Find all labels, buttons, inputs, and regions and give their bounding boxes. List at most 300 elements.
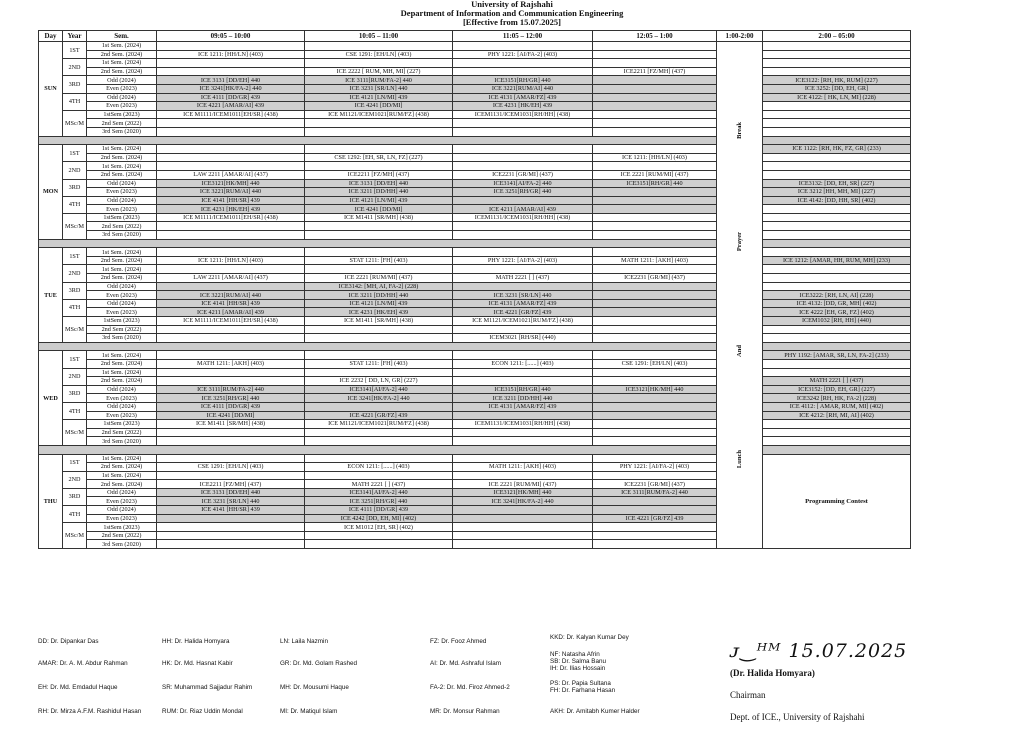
year-cell: 2ND: [63, 265, 87, 282]
signature-block: [730, 640, 1010, 750]
semester-cell: 1st Sem. (2024): [87, 454, 157, 463]
class-slot: [157, 59, 305, 68]
semester-cell: 1stSem (2023): [87, 317, 157, 326]
class-slot: [157, 437, 305, 446]
year-cell: 1ST: [63, 42, 87, 59]
table-row: [39, 213, 911, 222]
class-slot: [305, 265, 453, 274]
class-slot: ICE 1211: [HH/LN] (403): [593, 153, 717, 162]
lab-slot: [763, 110, 911, 119]
lab-slot: [763, 59, 911, 68]
class-slot: ECON 1211: [......] (403): [453, 359, 593, 368]
class-slot: ICE M1121/ICEM1021[RUM/FZ] (438): [305, 110, 453, 119]
class-slot: ICE 4231 [HK/EH] 439: [305, 308, 453, 317]
column-header: Year: [63, 31, 87, 42]
class-slot: ICE 4111 [DD/GR] 439: [157, 93, 305, 102]
lab-slot: [763, 127, 911, 136]
year-cell: 1ST: [63, 351, 87, 368]
legend-entry: PS: Dr. Papia Sultana: [550, 680, 611, 687]
lab-slot: [763, 282, 911, 291]
class-slot: ICE 3221[RUM/AI] 440: [157, 291, 305, 300]
class-slot: [593, 291, 717, 300]
class-slot: [453, 67, 593, 76]
class-slot: ICE 3131 [DD/EH] 440: [305, 179, 453, 188]
table-row: [39, 196, 911, 205]
class-slot: CSE 1291: [EH/LN] (403): [157, 463, 305, 472]
class-slot: [157, 265, 305, 274]
class-slot: ICE 3211 [DD/HH] 440: [453, 394, 593, 403]
lab-slot: ICE 1212: [AMAR, HH, RUM, MH] (233): [763, 256, 911, 265]
class-slot: [305, 540, 453, 549]
lab-slot: [763, 359, 911, 368]
year-cell: 3RD: [63, 488, 87, 505]
semester-cell: Even (2023): [87, 411, 157, 420]
table-row: [39, 248, 911, 257]
lab-slot: ICE 4112: [ AMAR, RUM, MI] (402): [763, 402, 911, 411]
table-row: [39, 222, 911, 231]
class-slot: ICE 4242 [DD, EH, MI] (402): [305, 514, 453, 523]
semester-cell: 2nd Sem (2022): [87, 428, 157, 437]
semester-cell: 2nd Sem. (2024): [87, 463, 157, 472]
class-slot: ICE3121[HK/MH] 440: [453, 488, 593, 497]
table-row: [39, 437, 911, 446]
legend-entry: FH: Dr. Farhana Hasan: [550, 687, 616, 694]
lab-slot: ICE 1122: [RH, HK, FZ, GR] (233): [763, 145, 911, 154]
routine-header: [0, 0, 1024, 27]
class-slot: ICE2211 [FZ/MH] (437): [305, 170, 453, 179]
semester-cell: Even (2023): [87, 102, 157, 111]
break-column: [717, 42, 763, 549]
class-slot: MATH 1211: [AKH] (403): [453, 463, 593, 472]
class-slot: [305, 325, 453, 334]
table-row: [39, 179, 911, 188]
table-row: [39, 231, 911, 240]
effective-date: [Effective from 15.07.2025]: [462, 17, 562, 27]
legend-entry: FA-2: Dr. Md. Firoz Ahmed-2: [430, 684, 510, 691]
table-row: [39, 359, 911, 368]
semester-cell: 1st Sem. (2024): [87, 265, 157, 274]
class-slot: [157, 67, 305, 76]
class-slot: LAW 2211 [AMAR/AI] (437): [157, 274, 305, 283]
class-slot: [157, 231, 305, 240]
class-slot: [593, 471, 717, 480]
lab-slot: [763, 428, 911, 437]
column-header: 10:05 – 11:00: [305, 31, 453, 42]
class-slot: ICE3151[RH/GR] 440: [453, 76, 593, 85]
lab-slot: [763, 170, 911, 179]
class-slot: ICE 4131 [AMAR/FZ] 439: [453, 299, 593, 308]
lab-slot: MATH 2221 [ ] (437): [763, 377, 911, 386]
class-slot: [157, 351, 305, 360]
class-routine-table: [38, 30, 911, 549]
break-word: Break: [736, 121, 743, 139]
class-slot: ICE M1121/ICEM1021[RUM/FZ] (438): [305, 420, 453, 429]
year-cell: MSc/M: [63, 213, 87, 239]
table-row: [39, 351, 911, 360]
class-slot: [593, 308, 717, 317]
semester-cell: 3rd Sem (2020): [87, 231, 157, 240]
class-slot: ICE 4221 [GR/FZ] 439: [453, 308, 593, 317]
class-slot: ICE 4141 [HH/SR] 439: [157, 196, 305, 205]
class-slot: [305, 162, 453, 171]
table-row: [39, 84, 911, 93]
class-slot: [305, 454, 453, 463]
class-slot: ICE 4241 [DD/MI]: [305, 102, 453, 111]
class-slot: [593, 222, 717, 231]
lab-slot: [763, 213, 911, 222]
legend-entry: IH: Dr. Ilias Hossain: [550, 665, 606, 672]
semester-cell: 1st Sem. (2024): [87, 248, 157, 257]
class-slot: [157, 428, 305, 437]
class-slot: MATH 1211: [AKH] (403): [593, 256, 717, 265]
class-slot: ECON 1211: [......] (403): [305, 463, 453, 472]
class-slot: [593, 402, 717, 411]
day-cell: THU: [39, 454, 63, 549]
class-slot: [453, 523, 593, 532]
semester-cell: Even (2023): [87, 188, 157, 197]
class-slot: [453, 42, 593, 51]
class-slot: [593, 428, 717, 437]
semester-cell: 2nd Sem (2022): [87, 325, 157, 334]
column-header: 09:05 – 10:00: [157, 31, 305, 42]
legend-entry: AMAR: Dr. A. M. Abdur Rahman: [38, 660, 128, 667]
class-slot: ICE 3131 [DD/EH] 440: [157, 76, 305, 85]
department-name: Department of Information and Communication Engineering: [400, 8, 624, 18]
class-slot: ICE3141[AI/FA-2] 440: [453, 179, 593, 188]
separator-cell: [39, 239, 717, 248]
table-row: [39, 42, 911, 51]
class-slot: [305, 231, 453, 240]
year-cell: 1ST: [63, 248, 87, 265]
class-slot: STAT 1211: [FH] (403): [305, 256, 453, 265]
class-slot: [453, 196, 593, 205]
class-slot: [157, 471, 305, 480]
class-slot: ICE 3231 [SR/LN] 440: [157, 497, 305, 506]
class-slot: [453, 437, 593, 446]
class-slot: ICE M1121/ICEM1021[RUM/FZ] (438): [453, 317, 593, 326]
class-slot: [157, 514, 305, 523]
column-header: 11:05 – 12:00: [453, 31, 593, 42]
class-slot: [157, 127, 305, 136]
class-slot: [593, 50, 717, 59]
semester-cell: 1st Sem. (2024): [87, 42, 157, 51]
lab-slot: [763, 153, 911, 162]
year-cell: 4TH: [63, 506, 87, 523]
class-slot: ICE 2221 [RUM/MI] (437): [453, 480, 593, 489]
class-slot: [157, 540, 305, 549]
separator-cell: [763, 239, 911, 248]
semester-cell: 1st Sem. (2024): [87, 59, 157, 68]
class-slot: [453, 428, 593, 437]
class-slot: CSE 1292: [EH, SR, LN, FZ] (227): [305, 153, 453, 162]
column-header: Day: [39, 31, 63, 42]
class-slot: [453, 506, 593, 515]
class-slot: [593, 368, 717, 377]
legend-entry: FZ: Dr. Fooz Ahmed: [430, 638, 487, 645]
class-slot: ICE 2221 [RUM/MI] (437): [593, 170, 717, 179]
class-slot: [593, 411, 717, 420]
class-slot: ICE 4121 [LN/MI] 439: [305, 196, 453, 205]
table-row: [39, 67, 911, 76]
year-cell: 4TH: [63, 402, 87, 419]
separator-cell: [763, 342, 911, 351]
class-slot: ICE 3131 [DD/EH] 440: [157, 488, 305, 497]
legend-entry: EH: Dr. Md. Emdadul Haque: [38, 684, 118, 691]
legend-entry: HK: Dr. Md. Hasnat Kabir: [162, 660, 233, 667]
column-header: 2:00 – 05:00: [763, 31, 911, 42]
class-slot: ICE 4211 [AMAR/AI] 439: [157, 308, 305, 317]
semester-cell: Odd (2024): [87, 488, 157, 497]
class-slot: ICE2231 [GR/MI] (437): [593, 274, 717, 283]
table-row: [39, 334, 911, 343]
class-slot: ICE 1211: [HH/LN] (403): [157, 256, 305, 265]
class-slot: ICE 3211 [DD/HH] 440: [305, 291, 453, 300]
class-slot: ICE 4121 [LN/MI] 439: [305, 93, 453, 102]
class-slot: [157, 119, 305, 128]
class-slot: [593, 188, 717, 197]
legend-entry: MR: Dr. Monsur Rahman: [430, 708, 500, 715]
semester-cell: Odd (2024): [87, 385, 157, 394]
class-slot: [593, 523, 717, 532]
semester-cell: 3rd Sem (2020): [87, 127, 157, 136]
class-slot: [593, 42, 717, 51]
year-cell: 3RD: [63, 385, 87, 402]
table-row: [39, 93, 911, 102]
class-slot: [305, 402, 453, 411]
class-slot: ICE 3111[RUM/FA-2] 440: [157, 385, 305, 394]
semester-cell: 2nd Sem. (2024): [87, 274, 157, 283]
table-row: [39, 110, 911, 119]
class-slot: ICE 4111 [DD/GR] 439: [305, 506, 453, 515]
class-slot: [157, 334, 305, 343]
class-slot: ICE 4221 [GR/FZ] 439: [305, 411, 453, 420]
year-cell: 2ND: [63, 162, 87, 179]
lab-slot: [763, 162, 911, 171]
class-slot: ICE 4231 [HK/EH] 439: [157, 205, 305, 214]
class-slot: ICE M1111/ICEM1011[EH/SR] (438): [157, 317, 305, 326]
class-slot: LAW 2211 [AMAR/AI] (437): [157, 170, 305, 179]
class-slot: [593, 59, 717, 68]
class-slot: [453, 127, 593, 136]
table-row: [39, 170, 911, 179]
legend-entry: KKD: Dr. Kalyan Kumar Dey: [550, 634, 629, 641]
year-cell: 3RD: [63, 282, 87, 299]
class-slot: [157, 325, 305, 334]
class-slot: [593, 102, 717, 111]
semester-cell: Even (2023): [87, 394, 157, 403]
lab-slot: ICEM1032 [RH, HH] (440): [763, 317, 911, 326]
class-slot: [305, 42, 453, 51]
class-slot: ICE 4231 [HK/EH] 439: [453, 102, 593, 111]
class-slot: [157, 368, 305, 377]
class-slot: [305, 531, 453, 540]
class-slot: [593, 351, 717, 360]
lab-slot: ICE 4212: [RH, MI, AI] (402): [763, 411, 911, 420]
class-slot: [453, 368, 593, 377]
class-slot: [453, 248, 593, 257]
semester-cell: 2nd Sem (2022): [87, 119, 157, 128]
semester-cell: Even (2023): [87, 205, 157, 214]
legend-entry: DD: Dr. Dipankar Das: [38, 638, 99, 645]
class-slot: ICE3121[HK/MH] 440: [593, 385, 717, 394]
year-cell: 2ND: [63, 471, 87, 488]
table-row: [39, 145, 911, 154]
lab-slot: ICE 4222 [EH, GR, FZ] (402): [763, 308, 911, 317]
semester-cell: 1st Sem. (2024): [87, 471, 157, 480]
class-slot: ICE 4131 [AMAR/FZ] 439: [453, 93, 593, 102]
table-row: [39, 325, 911, 334]
day-cell: SUN: [39, 42, 63, 137]
semester-cell: 1st Sem. (2024): [87, 145, 157, 154]
class-slot: [453, 514, 593, 523]
lab-slot: [763, 119, 911, 128]
class-slot: ICE 3111[RUM/FA-2] 440: [305, 76, 453, 85]
class-slot: [593, 377, 717, 386]
class-slot: ICE3151[RH/GR] 440: [593, 179, 717, 188]
class-slot: ICE 4121 [LN/MI] 439: [305, 299, 453, 308]
class-slot: ICE 4131 [AMAR/FZ] 439: [453, 402, 593, 411]
class-slot: [453, 222, 593, 231]
class-slot: [593, 213, 717, 222]
table-row: [39, 119, 911, 128]
legend-entry: GR: Dr. Md. Golam Rashed: [280, 660, 357, 667]
class-slot: [305, 222, 453, 231]
class-slot: [593, 437, 717, 446]
semester-cell: 3rd Sem (2020): [87, 437, 157, 446]
day-separator: [39, 136, 911, 145]
break-word: Prayer: [736, 232, 743, 252]
class-slot: [593, 317, 717, 326]
semester-cell: 3rd Sem (2020): [87, 334, 157, 343]
class-slot: CSE 1291: [EH/LN] (403): [305, 50, 453, 59]
lab-slot: [763, 325, 911, 334]
semester-cell: 1stSem (2023): [87, 523, 157, 532]
class-slot: [593, 531, 717, 540]
class-slot: ICE2211 [FZ/MH] (437): [157, 480, 305, 489]
class-slot: ICE3121[HK/MH] 440: [157, 179, 305, 188]
semester-cell: 1stSem (2023): [87, 110, 157, 119]
class-slot: ICE 3221[RUM/AI] 440: [453, 84, 593, 93]
semester-cell: Even (2023): [87, 514, 157, 523]
class-slot: [453, 325, 593, 334]
class-slot: ICE3151[RH/GR] 440: [453, 385, 593, 394]
class-slot: ICE 4141 [HH/SR] 439: [157, 506, 305, 515]
class-slot: [453, 162, 593, 171]
day-separator: [39, 239, 911, 248]
lab-slot: ICE3132: [DD, EH, SR] (227): [763, 179, 911, 188]
class-slot: PHY 1221: [AI/FA-2] (403): [453, 50, 593, 59]
class-slot: [157, 153, 305, 162]
class-slot: [453, 454, 593, 463]
class-slot: [157, 162, 305, 171]
semester-cell: 2nd Sem. (2024): [87, 153, 157, 162]
semester-cell: 2nd Sem. (2024): [87, 256, 157, 265]
class-slot: ICE 4221 [AMAR/AI] 439: [157, 102, 305, 111]
column-header: 12:05 – 1:00: [593, 31, 717, 42]
class-slot: [157, 145, 305, 154]
class-slot: [157, 42, 305, 51]
class-slot: [593, 84, 717, 93]
class-slot: ICE 3241[HK/FA-2] 440: [157, 84, 305, 93]
class-slot: [453, 540, 593, 549]
handwritten-signature: ᴊ‿ᴴᴹ 15.07.2025: [730, 640, 908, 662]
class-slot: ICE 3221[RUM/AI] 440: [157, 188, 305, 197]
class-slot: [453, 531, 593, 540]
table-row: [39, 153, 911, 162]
table-row: [39, 394, 911, 403]
class-slot: [593, 205, 717, 214]
class-slot: [305, 471, 453, 480]
separator-cell: [763, 136, 911, 145]
legend-entry: RUM: Dr. Riaz Uddin Mondal: [162, 708, 243, 715]
class-slot: ICE2211 [FZ/MH] (437): [593, 67, 717, 76]
semester-cell: 2nd Sem (2022): [87, 531, 157, 540]
class-slot: [305, 248, 453, 257]
table-row: [39, 420, 911, 429]
class-slot: [593, 110, 717, 119]
table-row: [39, 411, 911, 420]
semester-cell: Odd (2024): [87, 76, 157, 85]
class-slot: ICE 4241 [DD/MI]: [157, 411, 305, 420]
class-slot: ICE 3111[RUM/FA-2] 440: [593, 488, 717, 497]
class-slot: [157, 531, 305, 540]
class-slot: [593, 325, 717, 334]
class-slot: [593, 497, 717, 506]
year-cell: 4TH: [63, 196, 87, 213]
day-separator: [39, 342, 911, 351]
class-slot: [305, 59, 453, 68]
class-slot: ICE M1411 [SR/MH] (438): [305, 213, 453, 222]
lab-slot: ICE3242 [RH, HK, FA-2] (228): [763, 394, 911, 403]
class-slot: ICE3141[AI/FA-2] 440: [305, 488, 453, 497]
table-row: [39, 317, 911, 326]
table-row: [39, 102, 911, 111]
semester-cell: 2nd Sem. (2024): [87, 50, 157, 59]
table-row: [39, 76, 911, 85]
lab-slot: ICE 4122: [ HK, LN, MI] (228): [763, 93, 911, 102]
year-cell: 2ND: [63, 368, 87, 385]
semester-cell: Even (2023): [87, 291, 157, 300]
programming-contest-cell: Programming Contest: [763, 454, 911, 549]
class-slot: ICE 4111 [DD/GR] 439: [157, 402, 305, 411]
year-cell: MSc/M: [63, 523, 87, 549]
class-slot: ICEM3021 [RH/SR] (440): [453, 334, 593, 343]
class-slot: [305, 428, 453, 437]
semester-cell: 2nd Sem. (2024): [87, 377, 157, 386]
class-slot: [453, 351, 593, 360]
class-slot: [305, 351, 453, 360]
class-slot: [453, 377, 593, 386]
semester-cell: 2nd Sem. (2024): [87, 67, 157, 76]
semester-cell: Odd (2024): [87, 402, 157, 411]
class-slot: ICE 4141 [HH/SR] 439: [157, 299, 305, 308]
semester-cell: 1stSem (2023): [87, 213, 157, 222]
class-slot: MATH 2221 [ ] (437): [305, 480, 453, 489]
class-slot: [157, 282, 305, 291]
class-slot: MATH 1211: [AKH] (403): [157, 359, 305, 368]
class-slot: ICE2231 [GR/MI] (437): [593, 480, 717, 489]
class-slot: PHY 1221: [AI/FA-2] (403): [593, 463, 717, 472]
lab-slot: ICE 3212 [HH, MH, MI] (227): [763, 188, 911, 197]
class-slot: ICEM1131/ICEM1031[RH/HH] (438): [453, 213, 593, 222]
class-slot: [593, 145, 717, 154]
class-slot: [157, 454, 305, 463]
table-row: [39, 274, 911, 283]
class-slot: [157, 523, 305, 532]
class-slot: ICE 3251[RH/GR] 440: [453, 188, 593, 197]
class-slot: [453, 119, 593, 128]
year-cell: MSc/M: [63, 420, 87, 446]
